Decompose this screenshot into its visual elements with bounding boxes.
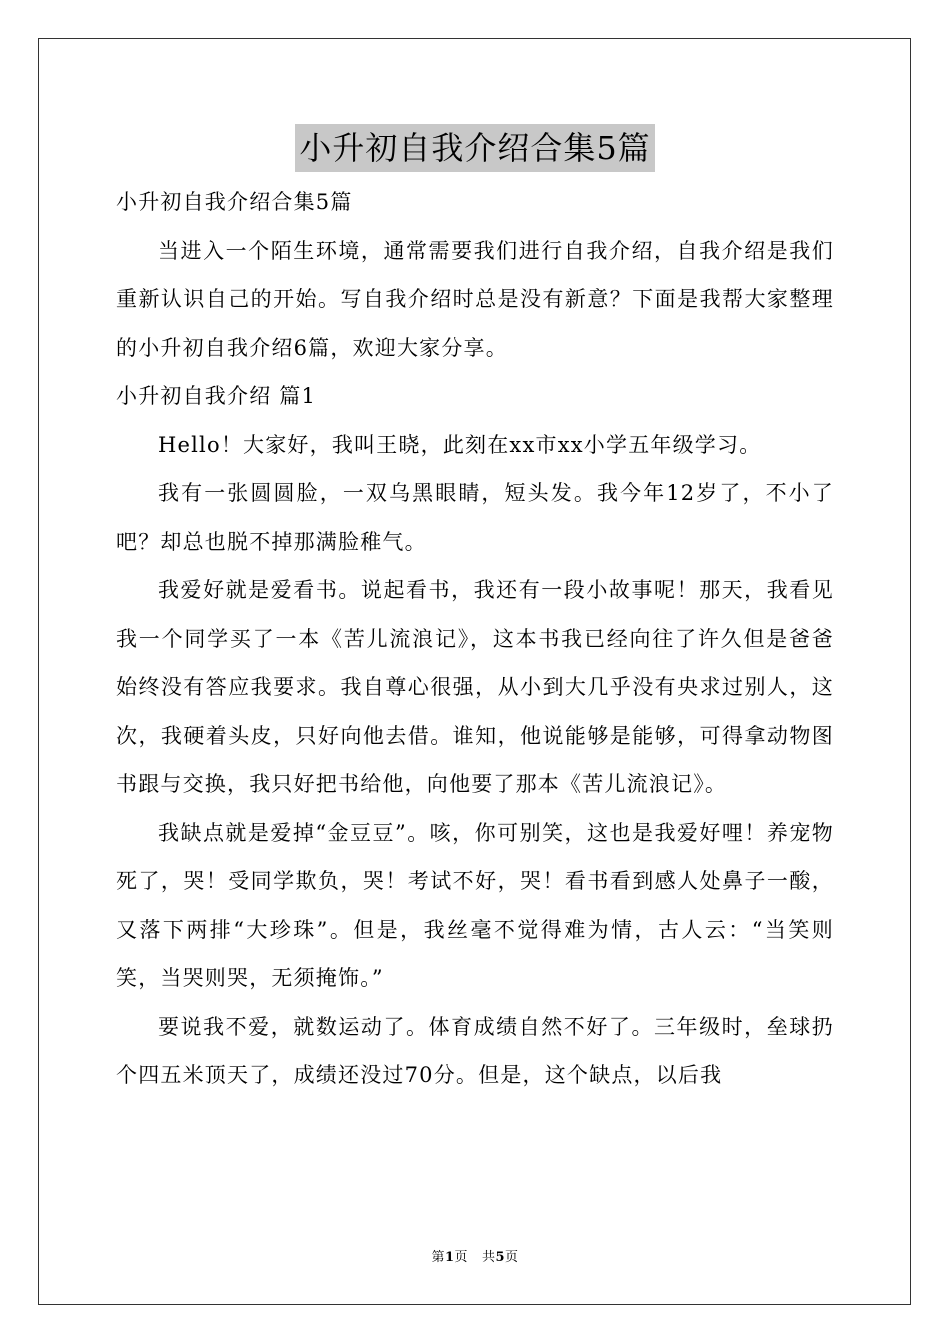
page-number: 1 bbox=[444, 1250, 455, 1265]
page-footer bbox=[0, 1246, 950, 1265]
paragraph: 要说我不爱，就数运动了。体育成绩自然不好了。三年级时，垒球扔个四五米顶天了，成绩还没过70分。但是，这个缺点，以后我 bbox=[116, 1014, 834, 1087]
paragraph: 小升初自我介绍合集5篇 bbox=[116, 190, 353, 214]
total-suffix: 页 bbox=[505, 1250, 519, 1265]
paragraph: Hello！大家好，我叫王晓，此刻在xx市xx小学五年级学习。 bbox=[158, 432, 762, 457]
section-heading: 小升初自我介绍 篇1 bbox=[116, 384, 317, 408]
paragraph: 我爱好就是爱看书。说起看书，我还有一段小故事呢！那天，我看见我一个同学买了一本《苦儿流浪记》，这本书我已经向往了许久但是爸爸始终没有答应我要求。我自尊心很强，从小到大几乎没有央求过别人，这次，我硬着头皮，只好向他去借。谁知，他说能够是能够，可得拿动物图书跟与交换，我只好把书给他，向他要了那本《苦儿流浪记》。 bbox=[116, 578, 834, 796]
document-body bbox=[116, 178, 834, 1100]
paragraph: 当进入一个陌生环境，通常需要我们进行自我介绍，自我介绍是我们重新认识自己的开始。写自我介绍时总是没有新意？下面是我帮大家整理的小升初自我介绍6篇，欢迎大家分享。 bbox=[116, 238, 834, 360]
paragraph: 我缺点就是爱掉“金豆豆”。咳，你可别笑，这也是我爱好哩！养宠物死了，哭！受同学欺负，哭！考试不好，哭！看书看到感人处鼻子一酸，又落下两排“大珍珠”。但是，我丝毫不觉得难为情，古人云：“当笑则笑，当哭则哭，无须掩饰。” bbox=[116, 820, 834, 990]
total-prefix: 共 bbox=[481, 1250, 496, 1265]
title-wrap bbox=[0, 124, 950, 172]
document-title: 小升初自我介绍合集5篇 bbox=[295, 124, 654, 172]
page-prefix: 第 bbox=[431, 1250, 445, 1265]
total-pages: 5 bbox=[495, 1250, 506, 1265]
paragraph: 我有一张圆圆脸，一双乌黑眼睛，短头发。我今年12岁了，不小了吧？却总也脱不掉那满脸稚气。 bbox=[116, 481, 834, 554]
page-suffix: 页 bbox=[454, 1250, 469, 1265]
